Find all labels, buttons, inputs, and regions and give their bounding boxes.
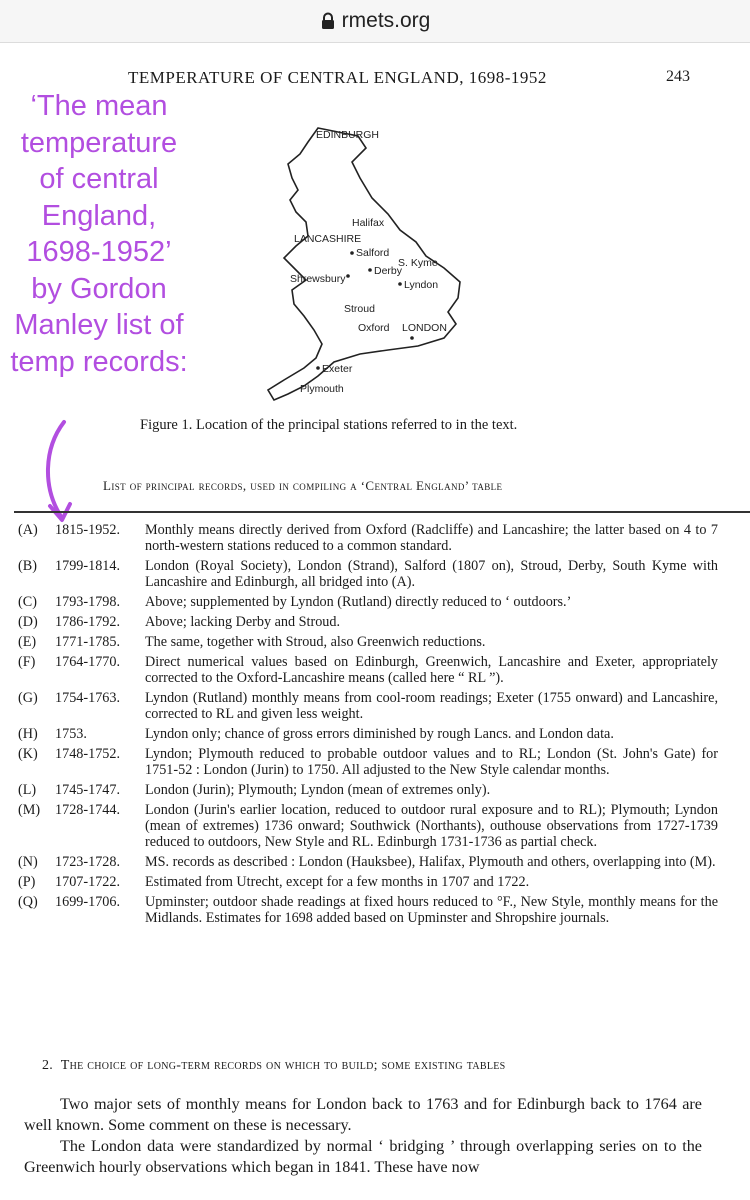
- section-title: The choice of long-term records on which to build; some existing tables: [60, 1058, 506, 1073]
- record-description: London (Jurin); Plymouth; Lyndon (mean of extremes only).: [145, 782, 491, 798]
- record-years: 1699-1706.: [55, 894, 121, 910]
- record-item: [18, 746, 718, 778]
- label-exeter: Exeter: [322, 363, 353, 375]
- record-item: [18, 594, 718, 610]
- record-letter: (D): [18, 614, 38, 630]
- record-item: [18, 614, 718, 630]
- label-halifax: Halifax: [352, 217, 385, 229]
- record-item: [18, 654, 718, 686]
- record-letter: (H): [18, 726, 38, 742]
- record-years: 1754-1763.: [55, 690, 121, 706]
- label-lancashire: LANCASHIRE: [294, 233, 362, 245]
- record-letter: (L): [18, 782, 37, 798]
- record-years: 1771-1785.: [55, 634, 121, 650]
- label-skyme: S. Kyme: [398, 257, 438, 269]
- url-text: rmets.org: [341, 9, 431, 32]
- record-years: 1728-1744.: [55, 802, 121, 818]
- section-number: 2.: [42, 1058, 54, 1073]
- record-letter: (P): [18, 874, 36, 890]
- record-years: 1799-1814.: [55, 558, 121, 574]
- record-years: 1707-1722.: [55, 874, 121, 890]
- label-london: LONDON: [402, 322, 447, 334]
- record-years: 1748-1752.: [55, 746, 121, 762]
- record-letter: (B): [18, 558, 37, 574]
- record-item: [18, 634, 718, 650]
- record-letter: (K): [18, 746, 38, 762]
- record-item: [18, 894, 718, 926]
- paragraph: The London data were standardized by normal ‘ bridging ’ through overlapping series on to the Greenwich hourly observations which began in 1841. These have now: [24, 1137, 702, 1176]
- record-letter: (E): [18, 634, 37, 650]
- record-item: [18, 874, 718, 890]
- record-description: The same, together with Stroud, also Greenwich reductions.: [145, 634, 486, 650]
- england-station-map: [248, 118, 478, 408]
- address-bar[interactable]: [0, 0, 750, 43]
- record-item: [18, 802, 718, 850]
- record-description: Lyndon (Rutland) monthly means from cool-room readings; Exeter (1755 onward) and Lancashire, corrected to RL and given less weight.: [145, 690, 718, 722]
- record-item: [18, 782, 718, 798]
- record-years: 1815-1952.: [55, 522, 121, 538]
- label-shrewsbury: Shrewsbury: [290, 273, 346, 285]
- record-years: 1753.: [55, 726, 87, 742]
- label-lyndon: Lyndon: [404, 279, 439, 291]
- paragraph: Two major sets of monthly means for London back to 1763 and for Edinburgh back to 1764 are well known. Some comment on these is necessary.: [24, 1095, 702, 1134]
- record-description: Above; lacking Derby and Stroud.: [145, 614, 341, 630]
- label-stroud: Stroud: [344, 303, 375, 315]
- label-plymouth: Plymouth: [300, 383, 344, 395]
- record-years: 1786-1792.: [55, 614, 121, 630]
- record-letter: (F): [18, 654, 36, 670]
- record-description: Lyndon only; chance of gross errors diminished by rough Lancs. and London data.: [145, 726, 614, 742]
- record-description: London (Royal Society), London (Strand), Salford (1807 on), Stroud, Derby, South Kyme with Lancashire and Edinburgh, all bridged into (A).: [145, 558, 718, 590]
- page-header-title: TEMPERATURE OF CENTRAL ENGLAND, 1698-1952: [128, 68, 547, 87]
- figure-caption: Figure 1. Location of the principal stations referred to in the text.: [140, 417, 518, 433]
- record-item: [18, 726, 718, 742]
- record-description: Above; supplemented by Lyndon (Rutland) directly reduced to ‘ outdoors.’: [145, 594, 572, 610]
- record-item: [18, 690, 718, 722]
- body-text: [24, 1094, 702, 1178]
- label-derby: Derby: [374, 265, 403, 277]
- list-title: List of principal records, used in compiling a ‘Central England’ table: [103, 478, 503, 493]
- record-letter: (C): [18, 594, 37, 610]
- record-letter: (A): [18, 522, 38, 538]
- record-description: London (Jurin's earlier location, reduced to outdoor rural exposure and to RL); Plymouth; Lyndon (mean of extremes) 1736 onward; Southwick (Northants), outhouse observations from 1727-1739 reduced to outdoors, New Style and RL. Edinburgh 1731-1736 as partial check.: [145, 802, 718, 850]
- lock-icon: [320, 12, 336, 30]
- section-heading: [42, 1058, 506, 1074]
- record-description: Monthly means directly derived from Oxford (Radcliffe) and Lancashire; the latter based on 4 to 7 north-western stations reduced to a common standard.: [145, 522, 718, 554]
- record-years: 1723-1728.: [55, 854, 121, 870]
- record-description: Upminster; outdoor shade readings at fixed hours reduced to °F., New Style, monthly means for the Midlands. Estimates for 1698 added based on Upminster and Shropshire journals.: [145, 894, 718, 926]
- record-item: [18, 522, 718, 554]
- record-item: [18, 558, 718, 590]
- record-description: Direct numerical values based on Edinburgh, Greenwich, Lancashire and Exeter, appropriately corrected to the Oxford-Lancashire means (called here “ RL ”).: [145, 654, 718, 686]
- label-oxford: Oxford: [358, 322, 390, 334]
- page-number: 243: [666, 68, 690, 85]
- record-item: [18, 854, 718, 870]
- record-letter: (M): [18, 802, 41, 818]
- record-letter: (G): [18, 690, 38, 706]
- annotation-note: ‘The mean temperature of central England, 1698-1952’ by Gordon Manley list of temp records:: [10, 90, 188, 378]
- record-description: MS. records as described : London (Hauksbee), Halifax, Plymouth and others, overlapping into (M).: [145, 854, 716, 870]
- label-edinburgh: EDINBURGH: [316, 129, 380, 141]
- record-letter: (N): [18, 854, 38, 870]
- record-description: Estimated from Utrecht, except for a few months in 1707 and 1722.: [145, 874, 530, 890]
- record-years: 1764-1770.: [55, 654, 121, 670]
- record-years: 1793-1798.: [55, 594, 121, 610]
- record-description: Lyndon; Plymouth reduced to probable outdoor values and to RL; London (St. John's Gate) for 1751-52 : London (Jurin) to 1750. All adjusted to the New Style calendar months.: [145, 746, 718, 778]
- record-letter: (Q): [18, 894, 38, 910]
- records-list: [18, 522, 718, 930]
- divider: [14, 511, 750, 513]
- record-years: 1745-1747.: [55, 782, 121, 798]
- label-salford: Salford: [356, 247, 390, 259]
